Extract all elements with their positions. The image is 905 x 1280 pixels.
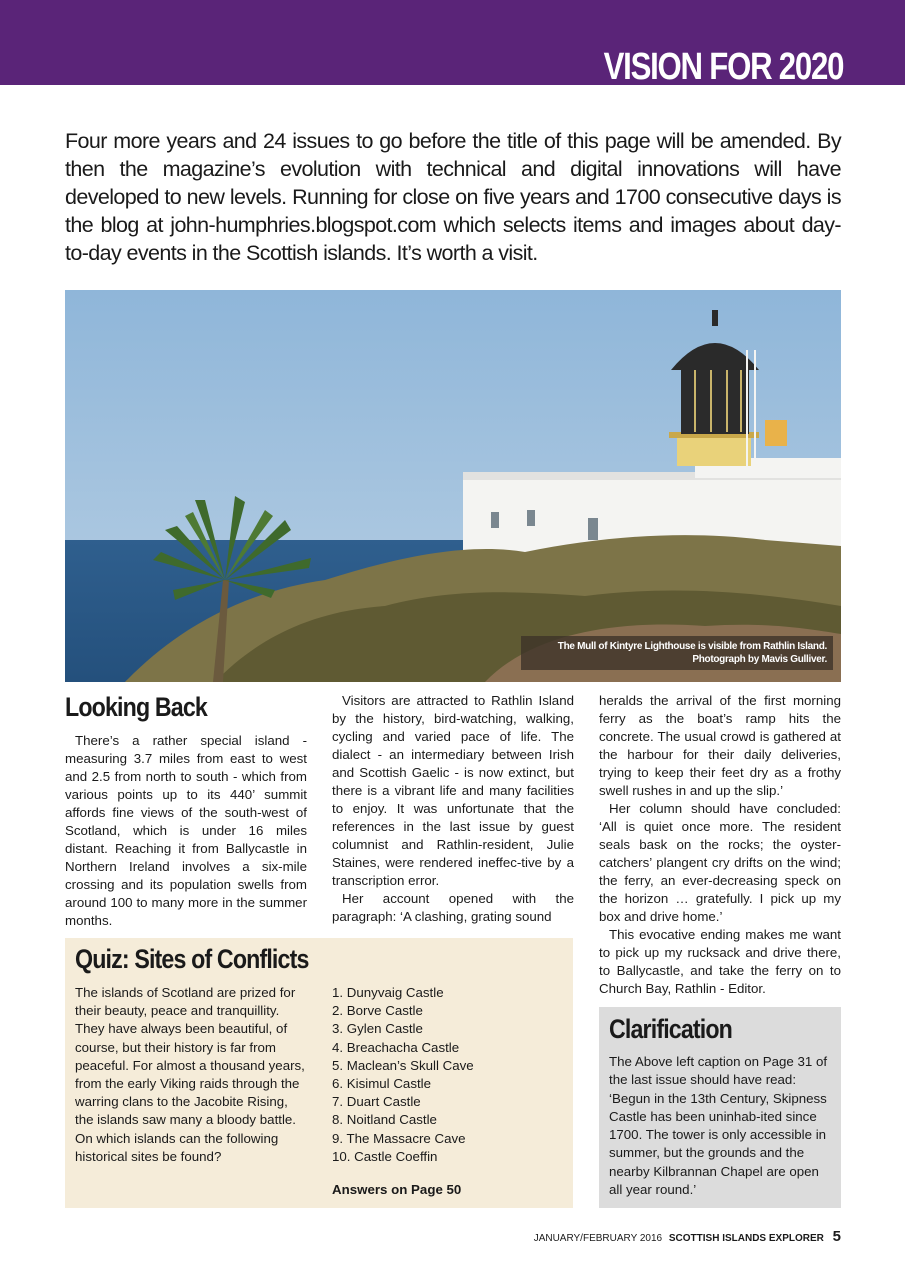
section-title: VISION FOR 2020 bbox=[603, 46, 843, 88]
page-number: 5 bbox=[832, 1228, 841, 1245]
quiz-box bbox=[65, 938, 573, 1208]
page-footer bbox=[534, 1228, 841, 1245]
footer-magazine-name: SCOTTISH ISLANDS EXPLORER bbox=[668, 1233, 824, 1244]
looking-back-column bbox=[65, 690, 307, 930]
lighthouse-photo bbox=[65, 290, 841, 682]
intro-paragraph: Four more years and 24 issues to go before the title of this page will be amended. By then the magazine’s evolution with technical and digital innovations will have developed to new levels. Running for close on five years and 1700 consecutive days is the blog at john-humphries.blogspot.com which selects items and images about day-to-day events in the Scottish islands. It’s worth a visit. bbox=[65, 129, 841, 265]
lighthouse-illustration bbox=[65, 290, 841, 682]
column2-paragraph-1: Visitors are attracted to Rathlin Island by the history, bird-watching, walking, cycling and varied pace of life. The dialect - an intermediary between Irish and Scottish Gaelic - is now extinct, but there is a vibrant life and many facilities to enjoy. It was unfortunate that the references in the last issue by guest columnist and Rathlin-resident, Julie Staines, were rendered ineffec-tive by a transcription error. bbox=[332, 693, 574, 888]
quiz-intro-text: The islands of Scotland are prized for their beauty, peace and tranquillity. They have always been beautiful, of course, but their history is far from peaceful. For almost a thousand years, from the early Viking raids through the warring clans to the Jacobite Rising, the islands saw many a bloody battle. On which islands can the following historical sites be found? bbox=[75, 985, 305, 1164]
looking-back-paragraph: There’s a rather special island - measuring 3.7 miles from east to west and 2.5 from north to south - which from various points up to its 440’ summit affords fine views of the south-west of Scotland, which is under 16 miles distant. Reaching it from Ballycastle in Northern Ireland involves a six-mile crossing and its population swells from around 100 to many more in the summer months. bbox=[65, 733, 307, 928]
article-column-3 bbox=[599, 692, 841, 998]
column3-paragraph-2: Her column should have concluded: ‘All is quiet once more. The resident seals bask on the rocks; the oyster-catchers’ plangent cry drifts on the wind; the ferry, an ever-decreasing speck on the horizon … gratefully. I pick up my box and drive home.’ bbox=[599, 801, 841, 924]
quiz-list bbox=[332, 984, 562, 1166]
quiz-item: 3. Gylen Castle bbox=[332, 1021, 423, 1037]
clarification-text: The Above left caption on Page 31 of the last issue should have read: ‘Begun in the 13th Century, Skipness Castle has been uninhab-ited since 1700. The tower is only accessible in summer, but the grounds and the nearby Kilbrannan Chapel are open all year round.’ bbox=[609, 1054, 828, 1198]
column3-paragraph-1: heralds the arrival of the first morning ferry as the boat’s ramp hits the concrete. The usual crowd is gathered at the harbour for their daily deliveries, trying to keep their feet dry as a frothy swell rushes in and up the slip.’ bbox=[599, 693, 841, 798]
clarification-box bbox=[599, 1007, 841, 1208]
caption-line-2: Photograph by Mavis Gulliver. bbox=[692, 654, 827, 665]
caption-line-1: The Mull of Kintyre Lighthouse is visible from Rathlin Island. bbox=[557, 641, 827, 652]
quiz-item: 9. The Massacre Cave bbox=[332, 1130, 466, 1146]
quiz-item: 8. Noitland Castle bbox=[332, 1112, 437, 1128]
footer-issue: JANUARY/FEBRUARY 2016 bbox=[533, 1233, 663, 1244]
column3-paragraph-3: This evocative ending makes me want to pick up my rucksack and drive there, to Ballycastle, and take the ferry on to Church Bay, Rathlin - Editor. bbox=[599, 927, 841, 996]
quiz-item: 7. Duart Castle bbox=[332, 1094, 421, 1110]
quiz-item: 6. Kisimul Castle bbox=[332, 1076, 432, 1092]
quiz-item: 5. Maclean’s Skull Cave bbox=[332, 1057, 474, 1073]
article-column-2 bbox=[332, 692, 574, 926]
quiz-item: 1. Dunyvaig Castle bbox=[332, 985, 444, 1000]
quiz-answers-note: Answers on Page 50 bbox=[332, 1182, 462, 1197]
quiz-item: 4. Breachacha Castle bbox=[332, 1039, 460, 1055]
quiz-item: 2. Borve Castle bbox=[332, 1003, 423, 1019]
clarification-heading: Clarification bbox=[609, 1014, 733, 1044]
column2-paragraph-2: Her account opened with the paragraph: ‘A clashing, grating sound bbox=[332, 891, 574, 924]
photo-caption bbox=[521, 636, 833, 670]
quiz-item: 10. Castle Coeffin bbox=[332, 1148, 438, 1164]
looking-back-heading: Looking Back bbox=[65, 692, 207, 722]
quiz-heading: Quiz: Sites of Conflicts bbox=[75, 944, 309, 974]
